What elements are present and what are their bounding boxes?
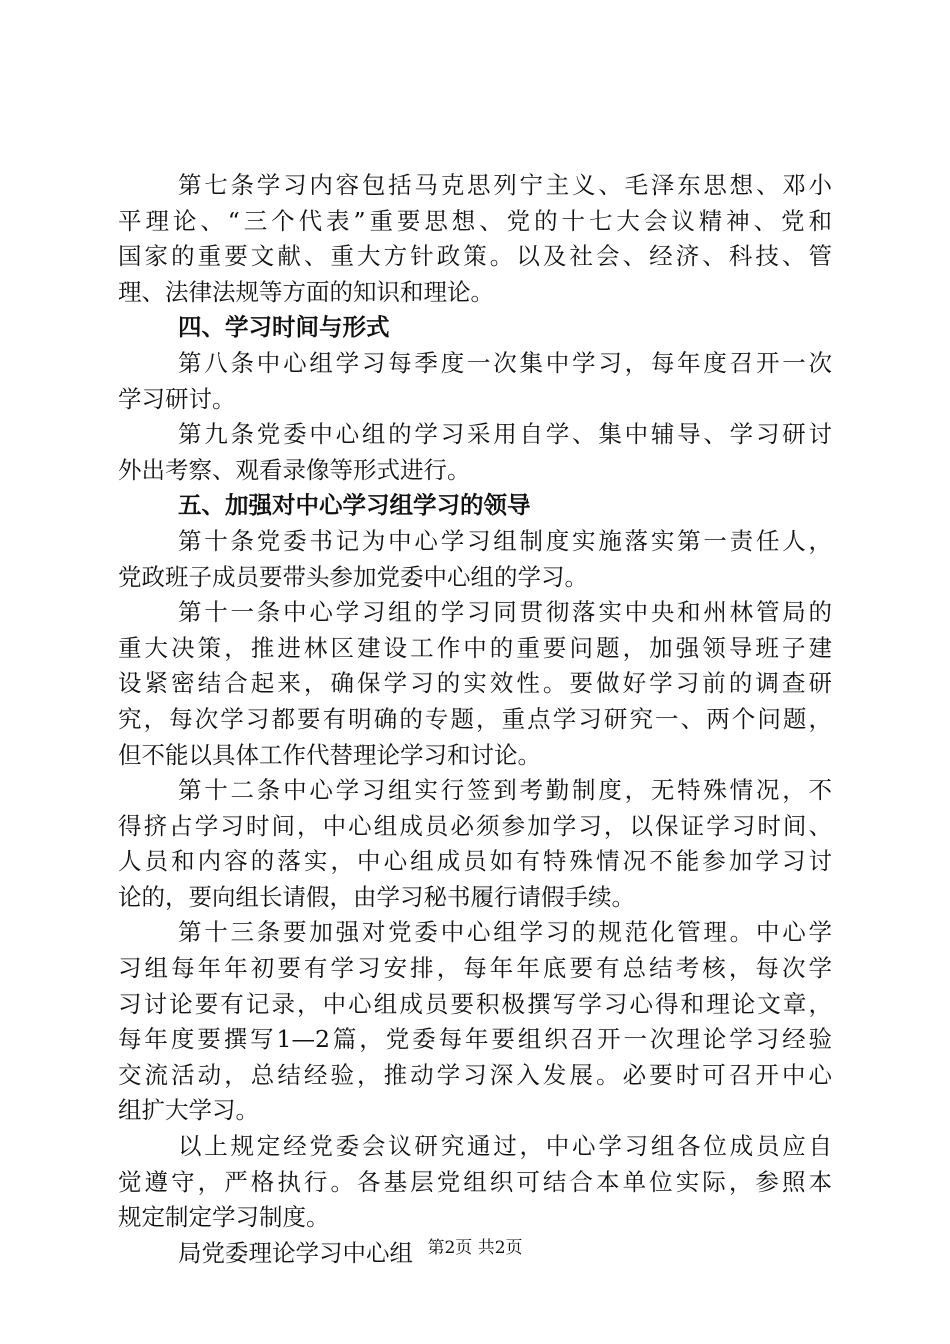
article-9-line-2: 外出考察、观看录像等形式进行。 <box>118 455 471 484</box>
article-11-line-1: 第十一条中心学习组的学习同贯彻落实中央和州林管局的 <box>178 598 832 627</box>
article-13-line-3: 习讨论要有记录，中心组成员要积极撰写学习心得和理论文章， <box>118 989 832 1018</box>
article-13-line-6: 组扩大学习。 <box>118 1096 259 1125</box>
article-12-line-3: 人员和内容的落实，中心组成员如有特殊情况不能参加学习讨 <box>118 847 832 876</box>
signature-line: 局党委理论学习中心组 <box>178 1238 413 1267</box>
closing-line-1: 以上规定经党委会议研究通过，中心学习组各位成员应自 <box>178 1132 832 1161</box>
article-7-line-3: 国家的重要文献、重大方针政策。以及社会、经济、科技、管 <box>118 242 832 271</box>
page-number-footer: 第2页 共2页 <box>427 1238 523 1258</box>
article-9-line-1: 第九条党委中心组的学习采用自学、集中辅导、学习研讨 <box>178 420 832 449</box>
article-11-line-3: 设紧密结合起来，确保学习的实效性。要做好学习前的调查研 <box>118 669 832 698</box>
article-11-line-2: 重大决策，推进林区建设工作中的重要问题，加强领导班子建 <box>118 633 832 662</box>
article-8-line-2: 学习研讨。 <box>118 384 236 413</box>
section-heading-4: 四、学习时间与形式 <box>178 313 390 342</box>
article-13-line-5: 交流活动，总结经验，推动学习深入发展。必要时可召开中心 <box>118 1060 832 1089</box>
article-12-line-4: 论的，要向组长请假，由学习秘书履行请假手续。 <box>118 882 635 911</box>
article-13-line-1: 第十三条要加强对党委中心组学习的规范化管理。中心学 <box>178 918 832 947</box>
article-11-line-5: 但不能以具体工作代替理论学习和讨论。 <box>118 740 541 769</box>
closing-line-3: 规定制定学习制度。 <box>118 1203 330 1232</box>
article-13-line-4: 每年度要撰写1—2篇，党委每年要组织召开一次理论学习经验 <box>118 1025 832 1054</box>
article-7-line-1: 第七条学习内容包括马克思列宁主义、毛泽东思想、邓小 <box>178 171 832 199</box>
article-12-line-2: 得挤占学习时间，中心组成员必须参加学习，以保证学习时间、 <box>118 811 832 840</box>
closing-line-2: 觉遵守，严格执行。各基层党组织可结合本单位实际，参照本 <box>118 1167 832 1196</box>
article-7-line-2: 平理论、“三个代表”重要思想、党的十七大会议精神、党和 <box>118 206 832 235</box>
article-13-line-2: 习组每年年初要有学习安排，每年年底要有总结考核，每次学 <box>118 954 832 983</box>
section-heading-5: 五、加强对中心学习组学习的领导 <box>178 491 531 520</box>
article-11-line-4: 究，每次学习都要有明确的专题，重点学习研究一、两个问题， <box>118 704 832 733</box>
article-10-line-1: 第十条党委书记为中心学习组制度实施落实第一责任人， <box>178 526 832 555</box>
article-8-line-1: 第八条中心组学习每季度一次集中学习，每年度召开一次 <box>178 348 832 377</box>
document-body <box>118 168 832 1271</box>
article-7-line-4: 理、法律法规等方面的知识和理论。 <box>118 277 494 306</box>
article-12-line-1: 第十二条中心学习组实行签到考勤制度，无特殊情况，不 <box>178 776 832 805</box>
article-10-line-2: 党政班子成员要带头参加党委中心组的学习。 <box>118 562 588 591</box>
